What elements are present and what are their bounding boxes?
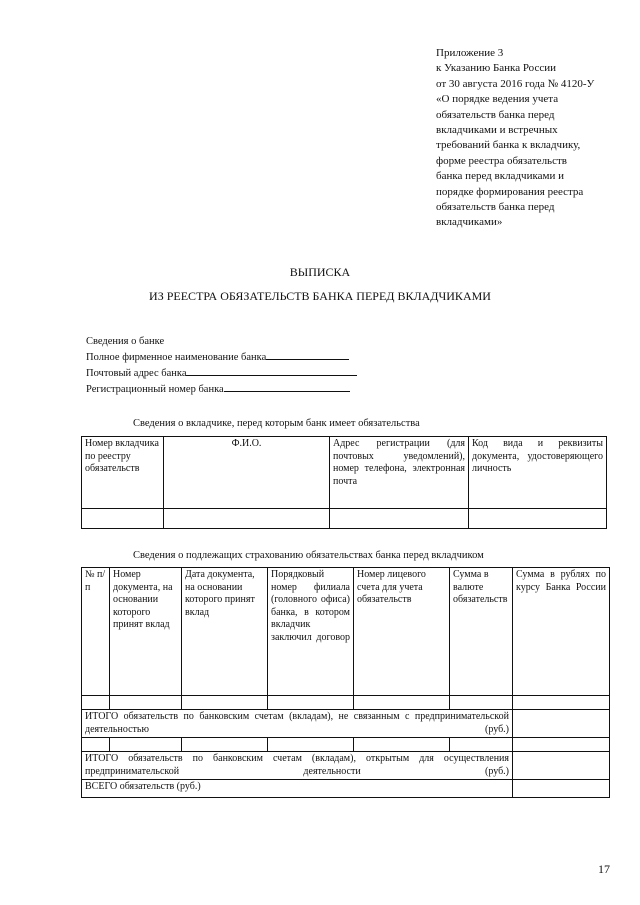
appendix-line: требований банка к вкладчику, [436, 139, 581, 152]
header-full-name: Ф.И.О. [164, 437, 330, 509]
table-cell[interactable] [450, 738, 513, 752]
table-cell[interactable] [469, 509, 607, 529]
appendix-line: обязательств банка перед [436, 108, 555, 121]
table-cell[interactable] [182, 696, 268, 710]
depositor-table [81, 436, 607, 529]
appendix-line: форме реестра обязательств [436, 154, 567, 167]
appendix-line: к Указанию Банка России [436, 62, 556, 75]
header-account-number: Номер лицевого счета для учета обязательств [354, 568, 450, 696]
grand-total-row [82, 780, 610, 798]
bank-reg-number-row [86, 381, 386, 397]
total-non-business-row [82, 710, 610, 738]
bank-info-heading: Сведения о банке [86, 336, 165, 347]
grand-total-value[interactable] [513, 780, 610, 798]
bank-info [86, 335, 386, 397]
obligations-data-row [82, 738, 610, 752]
bank-full-name-field[interactable] [266, 349, 349, 360]
appendix-line: вкладчиками» [436, 216, 503, 229]
header-document-number: Номер документа, на основании которого принят вклад [110, 568, 182, 696]
depositor-section-caption: Сведения о вкладчике, перед которым банк имеет обязательства [133, 418, 420, 429]
appendix-line: от 30 августа 2016 года № 4120-У [436, 77, 595, 90]
total-business-value[interactable] [513, 752, 610, 780]
appendix-note [436, 46, 622, 231]
total-business-row [82, 752, 610, 780]
appendix-line: «О порядке ведения учета [436, 93, 559, 106]
bank-postal-address-label: Почтовый адрес банка [86, 368, 187, 379]
depositor-data-row [82, 509, 607, 529]
page-number: 17 [598, 862, 610, 876]
table-cell[interactable] [513, 738, 610, 752]
header-id-document: Код вида и реквизиты документа, удостоверяющего личность [469, 437, 607, 509]
table-cell[interactable] [450, 696, 513, 710]
header-address-contacts: Адрес регистрации (для почтовых уведомлений), номер телефона, электронная почта [330, 437, 469, 509]
obligations-section-caption: Сведения о подлежащих страхованию обязательствах банка перед вкладчиком [133, 550, 484, 561]
table-cell[interactable] [513, 696, 610, 710]
bank-postal-address-row [86, 365, 386, 381]
appendix-line: банка перед вкладчиками и [436, 170, 564, 183]
document-subtitle: ИЗ РЕЕСТРА ОБЯЗАТЕЛЬСТВ БАНКА ПЕРЕД ВКЛАДЧИКАМИ [149, 289, 491, 303]
header-currency-amount: Сумма в валюте обязательств [450, 568, 513, 696]
total-non-business-value[interactable] [513, 710, 610, 738]
table-cell[interactable] [82, 696, 110, 710]
table-cell[interactable] [110, 696, 182, 710]
header-branch-number: Порядковый номер филиала (головного офиса) банка, в котором вкладчик заключил договор [268, 568, 354, 696]
table-cell[interactable] [354, 738, 450, 752]
table-cell[interactable] [354, 696, 450, 710]
appendix-line: Приложение 3 [436, 47, 504, 59]
header-document-date: Дата документа, на основании которого принят вклад [182, 568, 268, 696]
bank-reg-number-label: Регистрационный номер банка [86, 384, 224, 395]
header-depositor-number: Номер вкладчика по реестру обязательств [82, 437, 164, 509]
depositor-header-row [82, 437, 607, 509]
table-cell[interactable] [182, 738, 268, 752]
obligations-header-row [82, 568, 610, 696]
table-cell[interactable] [268, 738, 354, 752]
table-cell[interactable] [164, 509, 330, 529]
appendix-line: вкладчиками и встречных [436, 124, 558, 137]
appendix-line: порядке формирования реестра [436, 185, 584, 198]
total-non-business-label: ИТОГО обязательств по банковским счетам (вкладам), не связанным с предпринимательской деятельностью (руб.) [82, 710, 513, 738]
table-cell[interactable] [110, 738, 182, 752]
header-row-number: № п/п [82, 568, 110, 696]
total-business-label: ИТОГО обязательств по банковским счетам (вкладам), открытым для осуществления предпринимательской деятельности (руб.) [82, 752, 513, 780]
document-title: ВЫПИСКА [289, 265, 351, 279]
grand-total-label: ВСЕГО обязательств (руб.) [82, 780, 513, 798]
bank-postal-address-field[interactable] [186, 365, 357, 376]
obligations-table [81, 567, 610, 798]
table-cell[interactable] [330, 509, 469, 529]
appendix-line: обязательств банка перед [436, 201, 555, 214]
bank-reg-number-field[interactable] [224, 381, 350, 392]
obligations-data-row [82, 696, 610, 710]
bank-full-name-row [86, 349, 386, 365]
table-cell[interactable] [82, 509, 164, 529]
bank-full-name-label: Полное фирменное наименование банка [86, 352, 267, 363]
header-rub-amount: Сумма в рублях по курсу Банка России [513, 568, 610, 696]
table-cell[interactable] [268, 696, 354, 710]
table-cell[interactable] [82, 738, 110, 752]
